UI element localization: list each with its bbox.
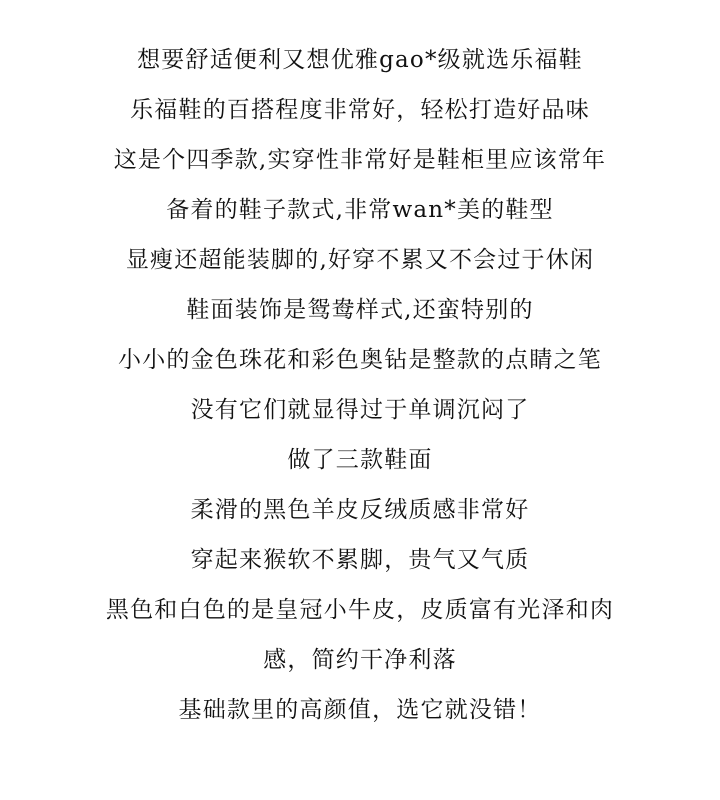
text-line: 没有它们就显得过于单调沉闷了 — [190, 397, 530, 423]
text-line: 穿起来猴软不累脚，贵气又气质 — [190, 547, 530, 573]
text-line: 做了三款鞋面 — [287, 447, 433, 473]
text-line: 黑色和白色的是皇冠小牛皮，皮质富有光泽和肉 — [105, 597, 615, 623]
text-line: 鞋面装饰是鸳鸯样式,还蛮特别的 — [186, 297, 534, 323]
text-line: 想要舒适便利又想优雅gao*级就选乐福鞋 — [137, 47, 583, 73]
text-line: 显瘦还超能装脚的,好穿不累又不会过于休闲 — [125, 247, 595, 273]
text-line: 备着的鞋子款式,非常wan*美的鞋型 — [166, 197, 554, 223]
text-line: 这是个四季款,实穿性非常好是鞋柜里应该常年 — [113, 147, 607, 173]
text-line: 小小的金色珠花和彩色奥钻是整款的点睛之笔 — [118, 347, 602, 373]
text-line: 基础款里的高颜值，选它就没错！ — [178, 697, 542, 723]
text-line: 感，简约干净利落 — [263, 647, 457, 673]
text-line: 柔滑的黑色羊皮反绒质感非常好 — [190, 497, 530, 523]
text-line: 乐福鞋的百搭程度非常好，轻松打造好品味 — [130, 97, 590, 123]
